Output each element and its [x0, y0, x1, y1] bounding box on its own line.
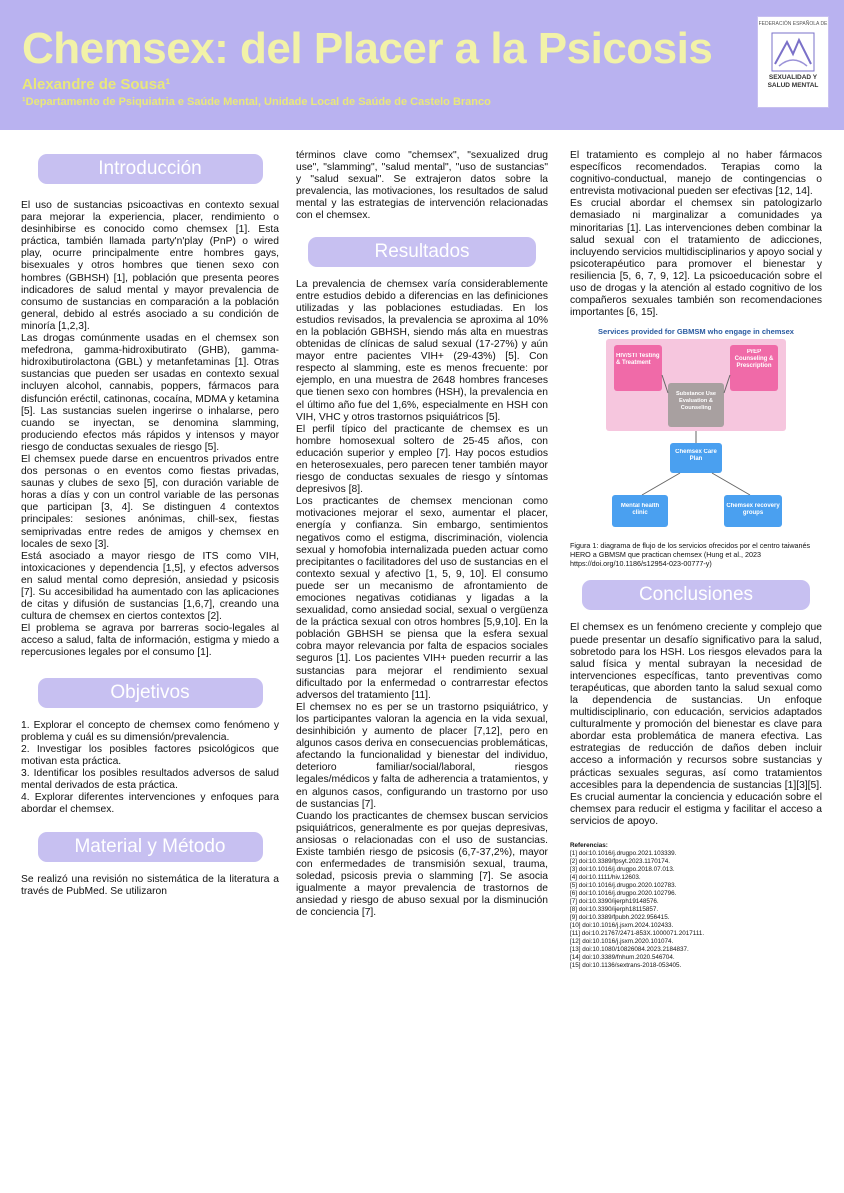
figure-services-diagram	[580, 325, 812, 537]
results-col3-paragraph: El tratamiento es complejo al no haber fármacos específicos recomendados. Terapias como la cognitivo-conductual, manejo de contingencias o entrevista motivacional pueden ser efectivas [12, 14].	[570, 150, 822, 198]
section-heading-objetivos: Objetivos	[38, 678, 263, 708]
objective-item: 4. Explorar diferentes intervenciones y enfoques para abordar el chemsex.	[21, 792, 279, 816]
column-middle	[296, 150, 548, 920]
intro-paragraph: Está asociado a mayor riesgo de ITS como VIH, intoxicaciones y dependencia [1,5], y efectos adversos en salud mental como depresión, ansiedad y psicosis [7]. Su accesibilidad ha aumentado con las aplicaciones de citas y difusión de sustancias [1,6,7], creando una cultura de chemsex en ciertos contextos [2].	[21, 550, 279, 623]
reference-item: [10] doi:10.1016/j.jsxm.2024.102433.	[570, 922, 674, 929]
method-text-part2: términos clave como "chemsex", "sexualized drug use", "slamming", "salud mental", "uso de sustancias" y "salud sexual". Se extrajeron datos sobre la prevalencia, las motivaciones, los resultados de salud mental y las estrategias de intervención relacionadas con el chemsex.	[296, 150, 548, 222]
figure-caption: Figura 1: diagrama de flujo de los servicios ofrecidos por el centro taiwanés HERO a GBMSM que practican chemsex (Hung et al., 2023 https://doi.org/10.1186/s12954-023-00777-y)	[570, 541, 811, 569]
conclusions-text: El chemsex es un fenómeno creciente y complejo que puede presentar un desafío significativo para la salud, sobretodo para los HSH. Los riesgos elevados para la salud física y mental subrayan la necesidad de intervenciones específicas, tanto preventivas como terapéuticas, que aborden tanto la salud sexual como la dependencia de sustancias. Un enfoque multidisciplinario, con educación, servicios adaptados culturalmente y promoción del bienestar es clave para abordar esta problemática de manera efectiva. Las estrategias de reducción de daños deben incluir acceso a información y recursos sobre sustancias y prácticas sexuales seguras, así como tratamientos accesibles para la dependencia de sustancias [1][3][5]. Es crucial aumentar la conciencia y educación sobre el chemsex para reducir el estigma y facilitar el acceso a servicios de apoyo.	[570, 622, 822, 827]
poster-title: Chemsex: del Placer a la Psicosis	[22, 24, 713, 73]
objective-item: 3. Identificar los posibles resultados adversos de salud mental derivados de esta práctica.	[21, 767, 279, 792]
arrow-to-recovery	[712, 473, 750, 495]
reference-item: [15] doi:10.1136/sextrans-2018-053405.	[570, 962, 682, 969]
objectives-list	[21, 720, 279, 817]
figure-title: Services provided for GBMSM who engage in chemsex	[598, 327, 794, 337]
references	[570, 842, 822, 970]
reference-item: [7] doi:10.3390/ijerph19148576.	[570, 898, 659, 905]
results-col3-paragraph: Es crucial abordar el chemsex sin patologizarlo demasiado ni marginalizar a comunidades ya minoritarias [1]. Las intervenciones deben combinar la salud sexual con el tratamiento de adicciones, incluyendo servicios multidisciplinarios y apoyo social y psicoterapéutico para promover el bienestar y resiliencia [5, 6, 7, 9, 12]. La psicoeducación sobre el uso de drogas y la atención al estado cognitivo de los compañeros sexuales también son recomendaciones importantes [6, 15].	[570, 198, 822, 319]
logo-bottom-line2: SALUD MENTAL	[767, 82, 819, 89]
reference-item: [13] doi:10.1080/10826084.2023.2184837.	[570, 946, 689, 953]
results-paragraph: La prevalencia de chemsex varía considerablemente entre estudios debido a diferencias en las definiciones utilizadas y las poblaciones estudiadas. En los estudios revisados, la prevalencia se aproxima al 10% en la población GBHSH, siendo más alta en muestras obtenidas de clínicas de salud sexual (17-27%) y aún mayor entre pacientes VIH+ (29-43%) [5]. Con respecto al slamming, este es menos frecuente: por ejemplo, en una muestra de 2648 hombres franceses que tienen sexo con hombres (HSH), la prevalencia en el último año fue del 1,6%, especialmente en HSH con VIH, VHC y otros trastornos psiquiátricos [5].	[296, 278, 548, 423]
services-flow-diagram	[580, 325, 812, 533]
results-paragraph: Cuando los practicantes de chemsex buscan servicios psiquiátricos, generalmente es por quejas depresivas, ansiosas o relacionadas con el uso de sustancias. Existe también riesgo de psicosis (6,7-37,2%), mayor con enfermedades de transmisión sexual, trauma, soledad, psicosis previa o slamming [7]. Se asocia igualmente a mayor prevalencia de trastornos de ansiedad y riesgo de abuso sexual por la disminución de conciencia [7].	[296, 810, 548, 919]
box-mental-label: Mental health clinic	[620, 503, 660, 517]
reference-item: [9] doi:10.3389/fpubh.2022.956415.	[570, 914, 670, 921]
reference-item: [2] doi:10.3389/fpsyt.2023.1170174.	[570, 858, 671, 865]
society-logo	[757, 16, 829, 108]
reference-item: [8] doi:10.3390/ijerph18115857.	[570, 906, 659, 913]
intro-paragraph: El problema se agrava por barreras socio-legales al acceso a salud, falta de información, estigma y miedo a repercusiones legales por el consumo [1].	[21, 623, 279, 659]
results-paragraph: Los practicantes de chemsex mencionan como motivaciones mejorar el sexo, aumentar el placer, energía y confianza. Sin embargo, sentimientos negativos como el estigma, discriminación, violencia sexual y homofobia internalizada pueden actuar como precipitantes o facilitadores del uso de sustancias en el contexto sexual y afectivo [1, 5, 9, 10]. El consumo puede ser un mecanismo de afrontamiento de emociones negativas cotidianas y ligadas a la sexualidad, como ansiedad social, sexual o vergüenza de la práctica sexual con otros hombres [5,9,10]. En la población GBHSH se piensa que la esfera sexual cobra mayor relevancia por falta de espacios sociales seguros [1]. Los pacientes VIH+ pueden recurrir a las sustancias para mejorar el rendimiento sexual dificultado por la enfermedad o contrarrestar efectos adversos del tratamiento [11].	[296, 496, 548, 701]
poster-header	[0, 0, 844, 130]
logo-bottom-line1: SEXUALIDAD Y	[768, 74, 818, 81]
box-prep-label: PrEP Counseling & Prescription	[734, 349, 774, 370]
section-heading-conclusiones: Conclusiones	[582, 580, 810, 610]
affiliation: ¹Departamento de Psiquiatria e Saúde Mental, Unidade Local de Saúde de Castelo Branco	[22, 96, 491, 108]
intro-paragraph: El uso de sustancias psicoactivas en contexto sexual para mejorar la experiencia, placer, rendimiento o desinhibirse es conocido como chemsex [1]. Esta práctica, también llamada party'n'play (PnP) o wired play, ocurre principalmente entre hombres gays, bisexuales y otros hombres que tienen sexo con hombres (GBHSH) [1], población que presenta peores indicadores de salud mental y mayor prevalencia de consumo de sustancias en comparación a la población general, debido al estrés asociado a su condición de minoría [1,2,3].	[21, 200, 279, 332]
results-paragraph: El perfil típico del practicante de chemsex es un hombre homosexual soltero de 25-45 años, con educación superior y empleo [7]. Hay pocos estudios en heterosexuales, pero parecen tener también mayor riesgo de conductas sexuales de riesgo y síntomas depresivos [8].	[296, 423, 548, 496]
objective-item: 2. Investigar los posibles factores psicológicos que motivan esta práctica.	[21, 743, 279, 767]
column-left	[21, 140, 279, 899]
logo-top-text: FEDERACIÓN ESPAÑOLA DE	[758, 21, 828, 27]
arrow-to-mental-health	[642, 473, 680, 495]
reference-item: [5] doi:10.1016/j.drugpo.2020.102783.	[570, 882, 677, 889]
objective-item: 1. Explorar el concepto de chemsex como fenómeno y problema y cuál es su dimensión/prevalencia.	[21, 719, 279, 743]
section-heading-introduccion: Introducción	[38, 154, 263, 184]
box-hiv-label: HIV/STI Testing & Treatment	[616, 353, 660, 367]
reference-item: [6] doi:10.1016/j.drugpo.2020.102796.	[570, 890, 677, 897]
reference-item: [12] doi:10.1016/j.jsxm.2020.101074.	[570, 938, 674, 945]
references-heading: Referencias:	[570, 842, 608, 849]
section-heading-metodo: Material y Método	[38, 832, 263, 862]
column-right	[570, 150, 822, 970]
reference-item: [4] doi:10.1111/hiv.12603.	[570, 874, 641, 881]
intro-paragraph: Las drogas comúnmente usadas en el chemsex son mefedrona, gamma-hidroxibutirato (GHB), gamma-hidroxibutirolactona (GBL) y metanfetaminas [1]. Otras sustancias que pueden ser usadas en contexto sexual incluyen alcohol, cannabis, poppers, fármacos para disfunción eréctil, catinonas, cocaína, MDMA y ketamina [5]. Las sustancias suelen ingerirse o inhalarse, pero cuando se inyectan, se denomina slamming, produciendo efectos más rápidos y intensos y mayor riesgo de conductas sexuales de riesgo [5].	[21, 333, 279, 453]
reference-item: [11] doi:10.21767/2471-853X.1000071.2017111.	[570, 930, 705, 937]
box-substance-label: Substance Use Evaluation & Counseling	[675, 391, 717, 412]
reference-item: [14] doi:10.3389/fnhum.2020.546704.	[570, 954, 675, 961]
method-text-part1: Se realizó una revisión no sistemática de la literatura a través de PubMed. Se utilizaron	[21, 874, 279, 898]
box-recovery-label: Chemsex recovery groups	[726, 503, 780, 517]
reference-item: [1] doi:10.1016/j.drugpo.2021.103339.	[570, 850, 677, 857]
author: Alexandre de Sousa¹	[22, 76, 171, 93]
reference-item: [3] doi:10.1016/j.drugpo.2018.07.013.	[570, 866, 675, 873]
intro-paragraph: El chemsex puede darse en encuentros privados entre dos personas o en eventos como fiestas privadas, saunas y clubes de sexo [5], con duración variable de horas a días y con un control variable de las personas que participan [3, 4]. Se distinguen 4 contextos principales: sesiones anónimas, chill-sex, fiestas semiprivadas entre redes de amigos y chemsex en locales de sexo [3].	[21, 453, 279, 550]
box-care-label: Chemsex Care Plan	[675, 449, 717, 463]
logo-mark-icon	[771, 32, 815, 72]
results-paragraph: El chemsex no es per se un trastorno psiquiátrico, y los participantes valoran la agencia en la vida sexual, desinhibición y aumento de placer [7,12], pero en algunos casos deriva en consecuencias problemáticas, afectando la funcionalidad y bienestar del individuo, deterioro familiar/social/laboral, riesgos legales/médicos y falta de adherencia a tratamientos, y en algunos casos, configurando un trastorno por uso de sustancias [7].	[296, 701, 548, 810]
section-heading-resultados: Resultados	[308, 237, 536, 267]
